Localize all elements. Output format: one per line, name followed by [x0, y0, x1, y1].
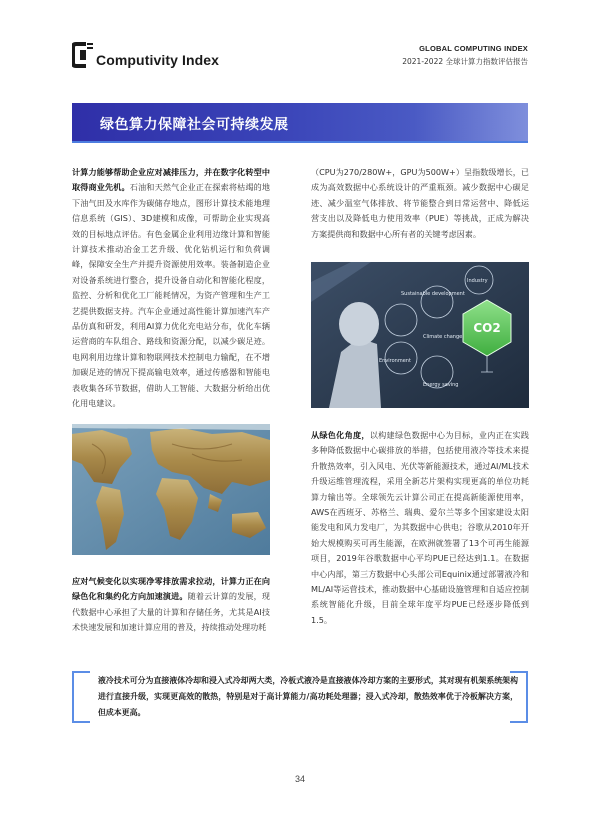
right-paragraph-2-lead: 从绿色化角度，	[311, 430, 370, 440]
right-paragraph-1-body: （CPU为270/280W+，GPU为500W+）呈指数级增长，已成为高效数据中心系统设计的严重瓶颈。减少数据中心碳足迹、减少温室气体排放、将节能整合到日常运营中、降低运营支出以及降低电力使用效率（PUE）等挑战，正成为解决方案提供商和数据中心所有者的关键考虑因素。	[311, 167, 529, 239]
label-environment: Environment	[379, 358, 411, 364]
left-paragraph-1	[72, 165, 270, 412]
co2-label: CO2	[473, 321, 501, 335]
world-map-illustration	[72, 424, 270, 555]
report-title-en: GLOBAL COMPUTING INDEX	[419, 44, 528, 53]
label-sustainable: Sustainable development	[401, 291, 465, 297]
logo-text: Computivity Index	[96, 52, 220, 68]
left-paragraph-2-lead: 应对气候变化以实现净零排放需求拉动，计算力正在向绿色化和集约化方向加速演进。	[72, 576, 270, 602]
left-paragraph-1-body: 石油和天然气企业正在探索将枯竭的地下油气田及水库作为碳储存地点，图形计算技术能地理信息系统（GIS）、3D建模和成像，可帮助企业实现高效的目标地点评估。有色金属企业利用边缘计算和智能计算技术推动冶金工艺升级、优化钻机运行和负荷调峰，保障安全生产并提升资源使用效率。装备制造企业对设备系统进行整合，提升设备自动化和智能化程度，监控、分析和优化工厂能耗情况，为资产管理和生产工艺提供数据支持。汽车企业通过高性能计算加速汽车产品仿真和研发，利用AI算力优化充电站分布，优化车辆运营商的车队组合、路线和资源分配，以减少碳足迹。电网利用边缘计算和物联网技术控制电力输配，在不增加碳足迹的情况下提高输电效率，通过传感器和智能电表收集各环节数据，借助人工智能、大数据分析给出优化用电建议。	[72, 182, 270, 409]
left-paragraph-2-body: 随着云计算的发展，现代数据中心承担了大量的计算和存储任务，尤其是AI技术快速发展和加速计算应用的普及，持续推动处理功耗	[72, 591, 270, 633]
label-industry: Industry	[467, 278, 488, 284]
right-paragraph-1	[311, 165, 529, 242]
report-header	[402, 44, 528, 67]
section-banner	[72, 103, 528, 143]
co2-illustration	[311, 262, 529, 408]
co2-image	[311, 262, 529, 408]
right-paragraph-2-body: 以构建绿色数据中心为目标，业内正在实践多种降低数据中心碳排放的举措，包括使用液冷等技术来提升散热效率，引入风电、光伏等新能源技术，通过AI/ML技术升级运维管理流程，采用全新芯片架构实现更高的单位功耗算力输出等。全球领先云计算公司正在提高新能源使用率，AWS在西班牙、苏格兰、瑞典、爱尔兰等多个国家建设太阳能发电和风力发电厂，为其数据中心供电；谷歌从2010年开始大规模购买可再生能源，在欧洲就签署了13个可再生能源项目，2019年谷歌数据中心平均PUE已经达到1.1。在数据中心内部，第三方数据中心头部公司Equinix通过部署液冷和ML/AI等运营技术，推动数据中心基础设施管理和自适应控制系统智能化升级，目前全球年度平均PUE已经逐步降低到1.5。	[311, 430, 529, 625]
cooling-note-text: 液冷技术可分为直接液体冷却和浸入式冷却两大类，冷板式液冷是直接液体冷却方案的主要形式，其对现有机架系统架构进行直接升级，实现更高效的散热，特别是对于高计算能力/高功耗处理器；浸入式冷却，散热效率优于冷板解决方案，但成本更高。	[98, 676, 518, 717]
brand-logo	[72, 38, 220, 74]
label-energy: Energy saving	[423, 382, 459, 388]
label-climate: Climate change	[423, 334, 463, 340]
logo-mark-icon	[72, 42, 94, 68]
right-paragraph-2	[311, 428, 529, 628]
left-paragraph-1-lead: 计算力能够帮助企业应对减排压力，并在数字化转型中取得商业先机。	[72, 167, 270, 193]
section-title: 绿色算力保障社会可持续发展	[100, 117, 289, 133]
left-paragraph-2	[72, 574, 270, 636]
report-title-cn: 2021-2022 全球计算力指数评估报告	[402, 57, 528, 66]
page-number: 34	[294, 774, 305, 784]
cooling-note-box	[72, 671, 528, 723]
world-map-image	[72, 424, 270, 555]
note-bracket-left	[72, 671, 90, 723]
